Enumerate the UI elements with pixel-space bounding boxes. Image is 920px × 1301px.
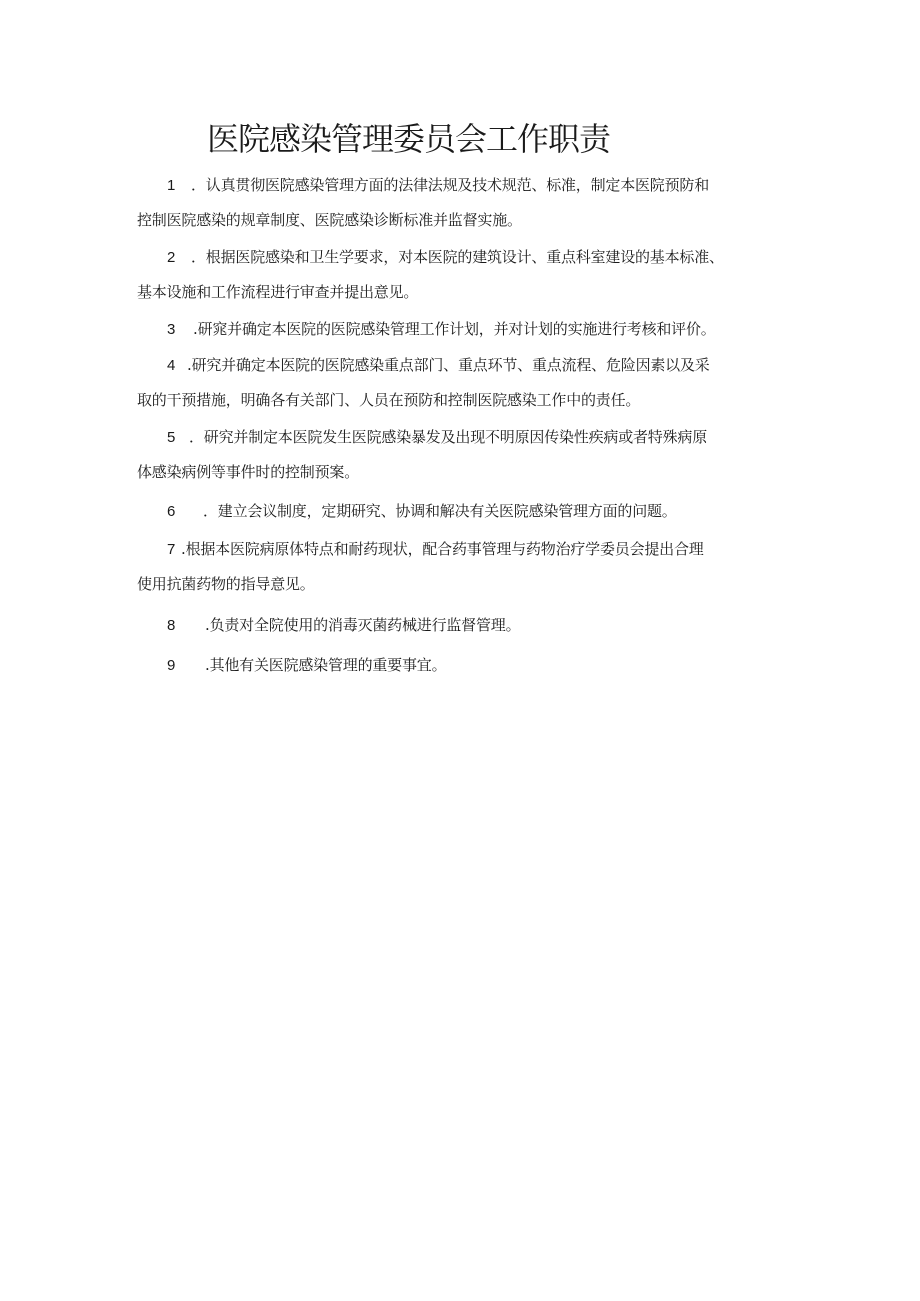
list-item xyxy=(137,648,797,683)
item-number: 2 xyxy=(167,249,176,266)
item-continuation-line: 控制医院感染的规章制度、医院感染诊断标准并监督实施。 xyxy=(137,211,522,229)
list-item xyxy=(137,494,797,529)
item-text: .研窕并确定本医院的医院感染管理工作计划，并对计划的实施进行考核和评价。 xyxy=(193,320,716,338)
item-continuation-line: 基本设施和工作流程进行审查并提出意见。 xyxy=(137,283,419,301)
item-number: 6 xyxy=(167,503,176,520)
item-first-line xyxy=(137,312,797,347)
document-title: 医院感染管理委员会工作职责 xyxy=(207,120,611,158)
item-first-line xyxy=(137,348,797,383)
item-number: 5 xyxy=(167,429,176,446)
list-item xyxy=(137,312,797,347)
item-first-line xyxy=(137,532,797,567)
item-continuation-line: 取的干预措施，明确各有关部门、人员在预防和控制医院感染工作中的责任。 xyxy=(137,391,641,409)
item-text: .研究并确定本医院的医院感染重点部门、重点环节、重点流程、危险因素以及采 xyxy=(187,356,710,374)
item-first-line xyxy=(137,608,797,643)
item-text: ．建立会议制度，定期研究、协调和解决有关医院感染管理方面的问题。 xyxy=(203,502,677,520)
item-text: .根据本医院病原体特点和耐药现状，配合药事管理与药物治疗学委员会提出合理 xyxy=(181,540,704,558)
list-item xyxy=(137,608,797,643)
item-continuation-line: 体感染病例等事件时的控制预案。 xyxy=(137,463,360,481)
item-text: ．根据医院感染和卫生学要求，对本医院的建筑设计、重点科室建设的基本标准、 xyxy=(191,248,724,266)
item-number: 7 xyxy=(167,541,176,558)
item-number: 8 xyxy=(167,617,176,634)
list-item xyxy=(137,168,797,238)
list-item xyxy=(137,532,797,602)
item-first-line xyxy=(137,240,797,275)
item-first-line xyxy=(137,494,797,529)
item-number: 4 xyxy=(167,357,176,374)
item-number: 1 xyxy=(167,177,176,194)
list-item xyxy=(137,240,797,310)
item-first-line xyxy=(137,648,797,683)
list-item xyxy=(137,348,797,418)
item-number: 3 xyxy=(167,321,176,338)
item-number: 9 xyxy=(167,657,176,674)
item-continuation-line: 使用抗菌药物的指导意见。 xyxy=(137,575,315,593)
item-first-line xyxy=(137,420,797,455)
item-text: ．认真贯彻医院感染管理方面的法律法规及技术规范、标准，制定本医院预防和 xyxy=(191,176,710,194)
item-text: .负责对全院使用的消毒灭菌药械进行监督管理。 xyxy=(205,616,521,634)
item-text: ．研究并制定本医院发生医院感染暴发及出现不明原因传染性疾病或者特殊病原 xyxy=(189,428,708,446)
item-text: .其他有关医院感染管理的重要事宜。 xyxy=(205,656,447,674)
list-item xyxy=(137,420,797,490)
item-first-line xyxy=(137,168,797,203)
